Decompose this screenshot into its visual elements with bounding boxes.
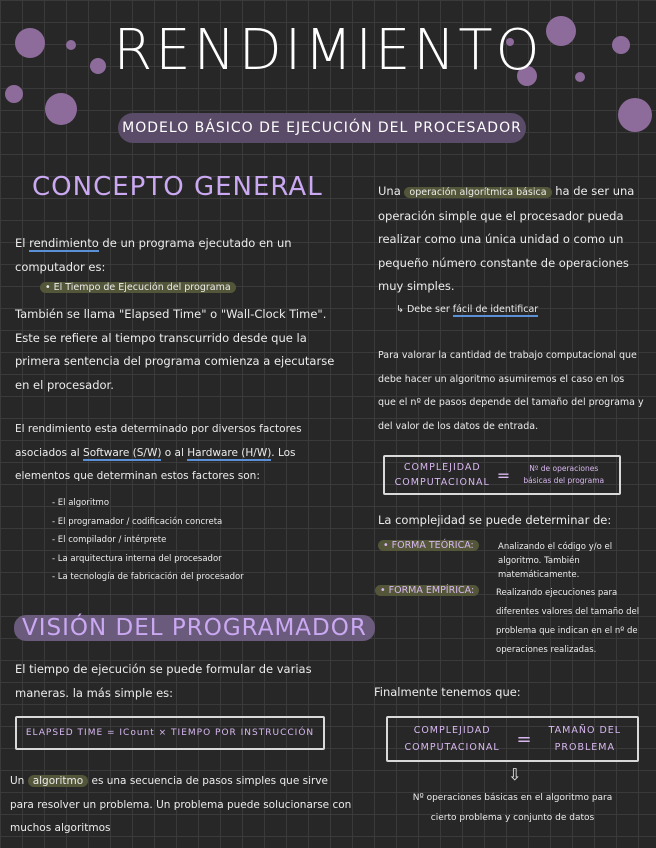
decorative-dot bbox=[45, 93, 77, 125]
decorative-dot bbox=[5, 85, 23, 103]
equals-sign: = bbox=[496, 465, 512, 485]
list-item: - El programador / codificación concreta bbox=[52, 516, 223, 527]
list-item: - El compilador / intérprete bbox=[52, 535, 167, 545]
down-arrow-icon: ⇩ bbox=[508, 765, 522, 784]
finalmente-text: Finalmente tenemos que: bbox=[374, 685, 521, 699]
facil-identificar-term: fácil de identificar bbox=[452, 304, 539, 315]
complejidad-determinar-text: La complejidad se puede determinar de: bbox=[378, 513, 612, 527]
arrow-right-icon: ↳ bbox=[396, 304, 407, 315]
rendimiento-definition: El rendimiento de un programa ejecutado en un computador es: bbox=[15, 236, 292, 274]
complejidad-label-2: COMPLEJIDAD COMPUTACIONAL bbox=[404, 725, 500, 753]
tiempo-ejecucion-bullet bbox=[40, 282, 236, 293]
algoritmo-definition: Un algoritmo es una secuencia de pasos simples que sirve para resolver un problema. Un problema puede solucionarse con muchos algoritmos bbox=[10, 775, 352, 834]
subtitle-text: MODELO BÁSICO DE EJECUCIÓN DEL PROCESADOR bbox=[122, 120, 522, 136]
list-item: - La arquitectura interna del procesador bbox=[52, 553, 222, 564]
software-term: Software (S/W) bbox=[83, 446, 162, 459]
elapsed-time-paragraph: También se llama "Elapsed Time" o "Wall-Clock Time". Este se refiere al tiempo transcurrido desde que la primera sentencia del programa comienza a ejecutarse en el procesador. bbox=[15, 307, 335, 392]
concepto-general-heading: CONCEPTO GENERAL bbox=[32, 172, 323, 202]
operaciones-basicas-result: Nº operaciones básicas en el algoritmo para cierto problema y conjunto de datos bbox=[412, 793, 613, 823]
forma-empirica-label: • FORMA EMPÍRICA: bbox=[375, 585, 479, 596]
factores-paragraph: El rendimiento esta determinado por diversos factores asociados al Software (S/W) o al Hardware (H/W). Los elementos que determinan estos factores son: bbox=[15, 423, 302, 482]
operacion-basica-term: operación algorítmica básica bbox=[404, 187, 551, 198]
decorative-dot bbox=[618, 98, 652, 132]
vision-programador-heading: VISIÓN DEL PROGRAMADOR bbox=[14, 615, 375, 641]
complejidad-box-1 bbox=[383, 455, 621, 495]
rendimiento-term: rendimiento bbox=[29, 236, 99, 250]
forma-teorica-label: • FORMA TEÓRICA: bbox=[378, 540, 479, 551]
list-item: - La tecnología de fabricación del procesador bbox=[52, 572, 244, 582]
factores-list bbox=[52, 494, 244, 587]
trabajo-computacional-paragraph: Para valorar la cantidad de trabajo computacional que debe hacer un algoritmo asumiremos el caso en los que el nº de pasos depende del tamaño del programa y del valor de los datos de entrada. bbox=[378, 350, 644, 432]
complejidad-label-1: COMPLEJIDAD COMPUTACIONAL bbox=[394, 462, 490, 488]
list-item: - El algoritmo bbox=[52, 498, 110, 508]
forma-teorica-desc: Analizando el código y/o el algoritmo. También matemáticamente. bbox=[498, 542, 613, 580]
equals-sign: = bbox=[516, 728, 533, 750]
hardware-term: Hardware (H/W) bbox=[187, 446, 272, 459]
complejidad-box-2 bbox=[386, 716, 639, 762]
operacion-basica-paragraph: Una operación algorítmica básica ha de ser una operación simple que el procesador pueda realizar como una única unidad o como un pequeño número constante de operaciones muy simples. bbox=[378, 184, 635, 293]
facil-identificar-note: ↳ Debe ser fácil de identificar bbox=[396, 304, 539, 315]
tiempo-ejecucion-highlight: • El Tiempo de Ejecución del programa bbox=[40, 282, 236, 293]
tiempo-formula-intro: El tiempo de ejecución se puede formular de varias maneras. la más simple es: bbox=[15, 662, 312, 700]
forma-empirica-desc: Realizando ejecuciones para diferentes valores del tamaño del problema que indican en el nº de operaciones realizadas. bbox=[496, 588, 640, 655]
page-title: RENDIMIENTO bbox=[113, 18, 543, 83]
subtitle-banner bbox=[118, 113, 526, 143]
operaciones-basicas-label: Nº de operaciones básicas del programa bbox=[523, 464, 605, 485]
formula-text: ELAPSED TIME = ICount × TIEMPO POR INSTRUCCIÓN bbox=[25, 728, 315, 738]
algoritmo-term: algoritmo bbox=[28, 775, 88, 787]
elapsed-time-formula-box bbox=[15, 716, 325, 750]
tamano-problema-label: TAMAÑO DEL PROBLEMA bbox=[548, 725, 622, 753]
